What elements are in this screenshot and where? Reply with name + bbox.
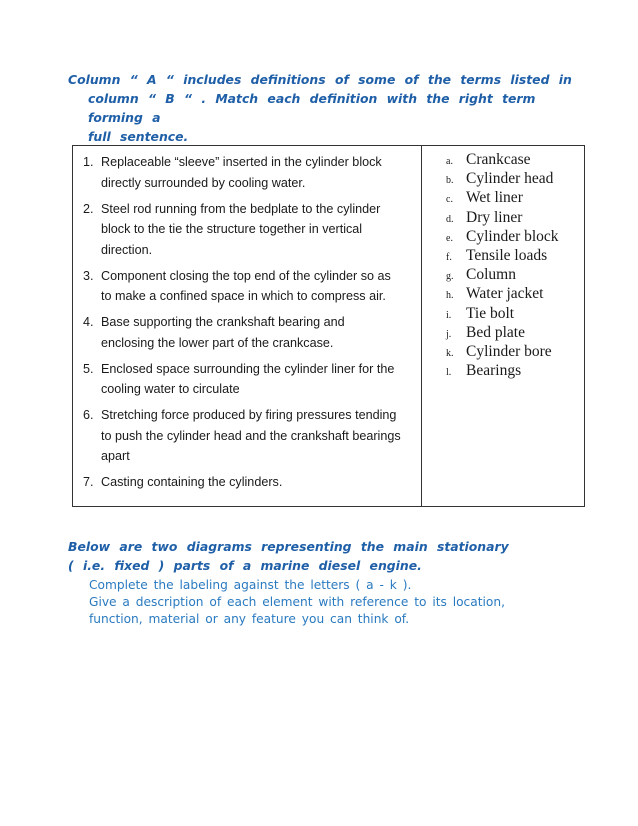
- definition-number: 5.: [83, 361, 94, 376]
- term-item: [446, 228, 584, 247]
- definition-item: [83, 472, 421, 493]
- definition-text: Steel rod running from the bedplate to the cylinder block to the tie the structure together in vertical direction.: [101, 201, 381, 257]
- term-text: Crankcase: [466, 151, 531, 168]
- instructions-line-2: column “ B “ . Match each definition with the right term forming a: [88, 91, 536, 125]
- term-item: [446, 247, 584, 266]
- term-letter: j.: [446, 328, 452, 340]
- definition-text: Casting containing the cylinders.: [101, 475, 283, 489]
- definition-text: Base supporting the crankshaft bearing and enclosing the lower part of the crankcase.: [101, 315, 345, 350]
- definition-number: 2.: [83, 201, 94, 216]
- term-text: Cylinder block: [466, 227, 559, 245]
- term-text: Cylinder bore: [466, 342, 552, 360]
- definition-text: Stretching force produced by firing pressures tending to push the cylinder head and the crankshaft bearings apart: [101, 408, 401, 463]
- term-text: Bearings: [466, 362, 522, 380]
- term-item: [446, 266, 584, 285]
- term-letter: b.: [446, 175, 454, 187]
- term-letter: f.: [446, 251, 452, 263]
- diagram-intro-line-2: ( i.e. fixed ) parts of a marine diesel engine.: [68, 558, 422, 573]
- term-item: [446, 305, 584, 324]
- definition-number: 6.: [83, 408, 94, 422]
- definition-number: 7.: [83, 475, 94, 489]
- term-item: [446, 209, 584, 228]
- term-text: Column: [466, 266, 516, 284]
- diagram-intro: [68, 537, 608, 575]
- term-item: [446, 343, 584, 362]
- term-item: [446, 324, 584, 343]
- definition-item: [83, 312, 421, 353]
- definition-text: Component closing the top end of the cylinder so as to make a confined space in which to compress air.: [101, 268, 391, 303]
- definition-item: [83, 152, 421, 193]
- term-text: Dry liner: [466, 208, 523, 226]
- term-text: Tensile loads: [466, 246, 548, 264]
- task-line-1: Complete the labeling against the letters ( a - k ).: [89, 578, 412, 592]
- term-letter: k.: [446, 347, 454, 359]
- term-letter: c.: [446, 194, 453, 206]
- term-text: Cylinder head: [466, 170, 554, 188]
- column-b-terms: [422, 146, 584, 506]
- term-letter: g.: [446, 271, 454, 283]
- definition-item: [83, 266, 421, 307]
- definition-number: 4.: [83, 315, 94, 329]
- term-item: [446, 151, 584, 170]
- definition-text: Enclosed space surrounding the cylinder liner for the cooling water to circulate: [101, 361, 395, 396]
- term-letter: l.: [446, 367, 452, 379]
- term-item: [446, 285, 584, 304]
- task-line-3: function, material or any feature you can think of.: [89, 612, 410, 626]
- term-letter: d.: [446, 213, 454, 225]
- term-item: [446, 362, 584, 381]
- term-letter: h.: [446, 290, 454, 302]
- task-line-2: Give a description of each element with reference to its location,: [89, 595, 505, 609]
- term-letter: a.: [446, 156, 453, 167]
- term-item: [446, 189, 584, 208]
- term-letter: e.: [446, 232, 453, 244]
- definition-number: 1.: [83, 155, 94, 169]
- definition-item: [83, 199, 421, 261]
- column-a-definitions: [73, 146, 422, 506]
- task-instructions: [89, 577, 589, 628]
- definition-number: 3.: [83, 268, 94, 283]
- instructions-line-3: full sentence.: [88, 129, 189, 144]
- instructions-line-1: Column “ A “ includes definitions of some of the terms listed in: [68, 72, 572, 87]
- matching-table: [72, 145, 585, 507]
- term-text: Tie bolt: [466, 304, 515, 322]
- term-item: [446, 170, 584, 189]
- instructions: [68, 70, 598, 146]
- definition-item: [83, 405, 421, 467]
- definition-text: Replaceable “sleeve” inserted in the cylinder block directly surrounded by cooling water.: [101, 155, 382, 190]
- term-text: Wet liner: [466, 189, 523, 207]
- term-text: Water jacket: [466, 285, 544, 303]
- term-letter: i.: [446, 309, 452, 321]
- diagram-intro-line-1: Below are two diagrams representing the main stationary: [68, 539, 509, 554]
- term-text: Bed plate: [466, 323, 525, 341]
- definition-item: [83, 359, 421, 400]
